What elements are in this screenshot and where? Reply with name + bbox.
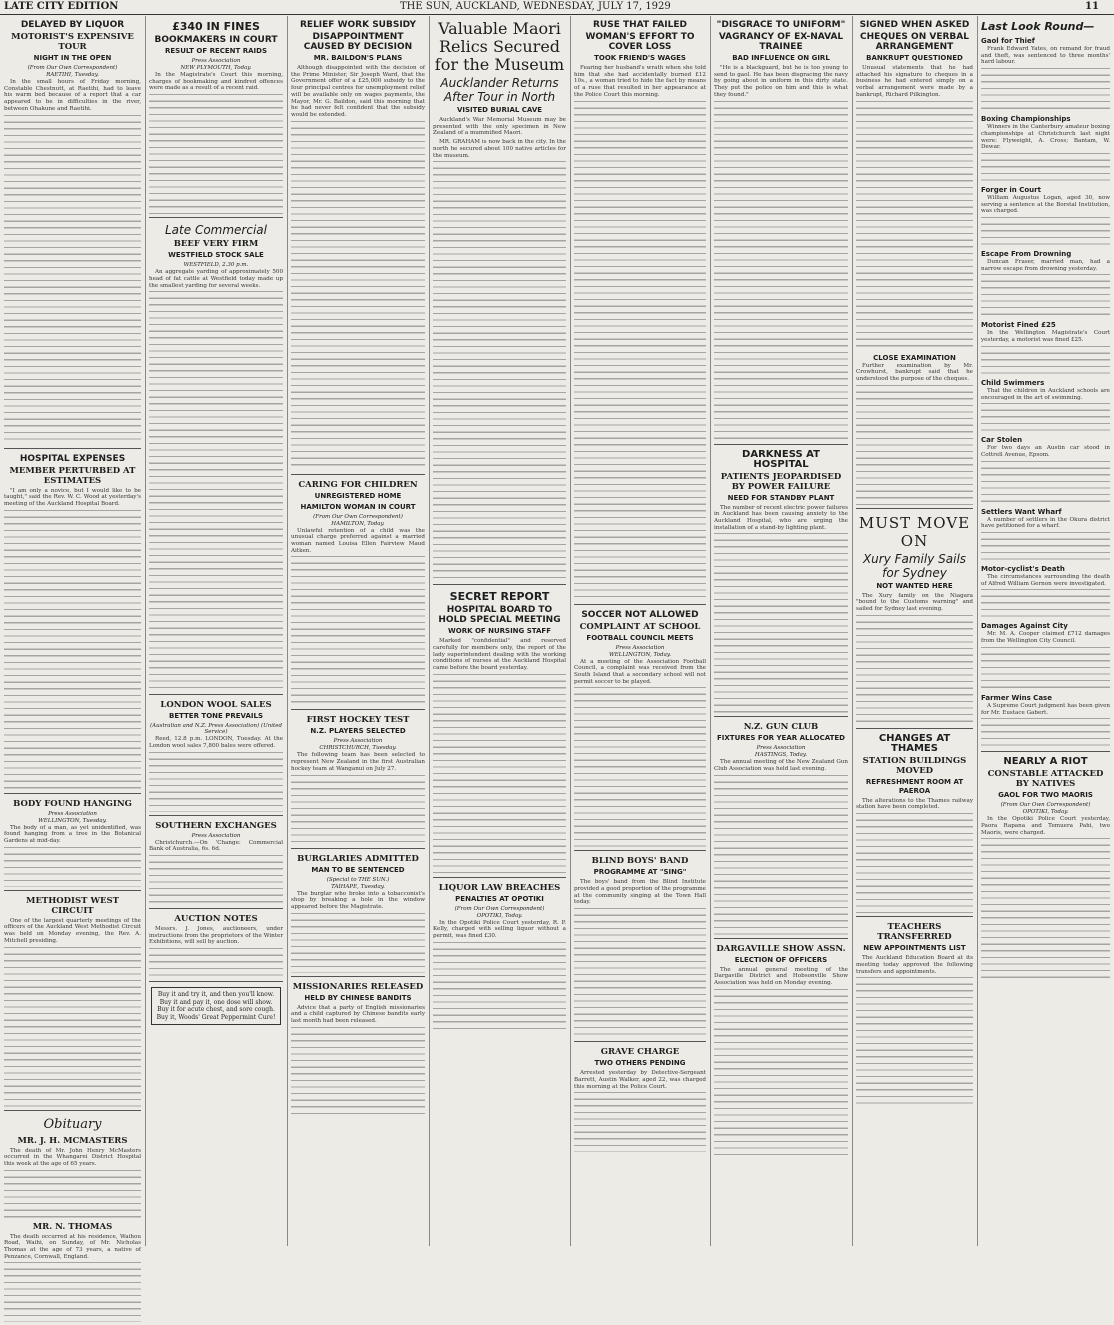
deck: BAD INFLUENCE ON GIRL (732, 54, 830, 62)
article-wool-sales (149, 700, 283, 815)
subheadline: FIXTURES FOR YEAR ALLOCATED (717, 734, 845, 743)
article-text (856, 385, 973, 505)
article-text (4, 1262, 141, 1322)
column-5 (574, 18, 706, 1248)
brief-heading: Child Swimmers (981, 378, 1045, 387)
article-fines (149, 20, 283, 218)
article-methodist (4, 896, 141, 1111)
article-maori-relics (433, 20, 566, 585)
article-dargaville (714, 944, 848, 1162)
brief-heading: Motorist Fined £25 (981, 321, 1056, 330)
dateline: OPOTIKI, Today. (1022, 809, 1069, 816)
paragraph: The death occurred at his residence, Waihou Road, Waihi, on Sunday, of Mr. Nicholas Thomas at the age of 73 years, a native of Penzance, Cornwall, England. (4, 1233, 141, 1260)
brief-text: That the children in Auckland schools are encouraged in the art of swimming. (981, 387, 1110, 401)
brief-text: Duncan Fraser, married man, had a narrow escape from drowning yesterday. (981, 259, 1110, 272)
brief-more-text (981, 68, 1110, 112)
deck: NIGHT IN THE OPEN (33, 54, 112, 62)
masthead (0, 0, 1114, 15)
brief-text: Winners in the Canterbury amateur boxing championships at Christchurch last night were: Flyweight, A. Cross; Bantam, W. Dewar. (981, 124, 1110, 151)
headline: FIRST HOCKEY TEST (306, 715, 410, 726)
article-hospital-expenses (4, 454, 141, 794)
paragraph: "He is a blackguard, but he is too young to send to gaol. He has been disgracing the navy by going about in uniform in this dirty state. They put the police on him and this is what they found." (714, 65, 848, 98)
headline: BODY FOUND HANGING (13, 798, 132, 809)
paragraph: In the Opotiki Police Court yesterday, Paora Rapana and Temuera Pahi, two Maoris, were charged. (981, 816, 1110, 836)
brief-more-text (981, 274, 1110, 318)
article-liquor-law (433, 883, 566, 1035)
brief-more-text (981, 589, 1110, 619)
headline: RUSE THAT FAILED (593, 20, 687, 30)
headline: BLIND BOYS' BAND (591, 856, 689, 867)
article-text (149, 291, 283, 691)
headline: AUCTION NOTES (174, 914, 258, 925)
dateline: OPOTIKI, Today. (476, 912, 523, 919)
deck: NEED FOR STANDBY PLANT (727, 493, 835, 502)
dateline: WELLINGTON, Today. (609, 651, 671, 658)
brief-more-text (981, 718, 1110, 748)
subheadline: PENALTIES AT OPOTIKI (455, 894, 544, 903)
column-rule (710, 16, 711, 1246)
headline: "DISGRACE TO UNIFORM" (716, 20, 846, 30)
dateline: CHRISTCHURCH, Tuesday. (319, 745, 397, 752)
headline: DARKNESS AT HOSPITAL (742, 448, 820, 470)
headline: BEEF VERY FIRM (173, 239, 259, 250)
subheadline: NEW APPOINTMENTS LIST (863, 944, 966, 953)
edition-label: LATE CITY EDITION (4, 1, 119, 12)
deck: BANKRUPT QUESTIONED (866, 54, 963, 62)
subheadline: PATIENTS JEOPARDISED BY POWER FAILURE (720, 471, 842, 492)
paragraph: The boys' band from the Blind Institute provided a good proportion of the programme at the community singing at the Town Hall today. (574, 879, 706, 906)
byline: (From Our Own Correspondent) (27, 65, 118, 71)
article-text (714, 101, 848, 441)
brief-more-text (981, 403, 1110, 433)
article-text (981, 838, 1110, 978)
paragraph: One of the largest quarterly meetings of the officers of the Auckland West Methodist Circuit was held on Monday evening, the Rev. A. Mitchell presiding. (4, 917, 141, 944)
column-rule (429, 16, 430, 1246)
headline: SIGNED WHEN ASKED (859, 20, 970, 30)
headline: LONDON WOOL SALES (160, 700, 272, 711)
deck: TOOK FRIEND'S WAGES (594, 54, 686, 62)
subheadline: ELECTION OF OFFICERS (734, 955, 828, 964)
paragraph: The Auckland Education Board at its meeting today approved the following transfers and appointments. (856, 955, 973, 975)
article-disgrace-uniform (714, 20, 848, 445)
paragraph: The number of recent electric power failures in Auckland has been causing anxiety to the Auckland Hospital, who are urging the installation of a stand-by lighting plant. (714, 504, 848, 531)
headline: SOUTHERN EXCHANGES (155, 820, 277, 831)
article-body-found (4, 799, 141, 891)
section-title: Obituary (43, 1116, 102, 1132)
paragraph: Christchurch.—On 'Change: Commercial Bank of Australia, 6s. 6d. (149, 839, 283, 853)
paragraph: The following team has been selected to represent New Zealand in the first Australian hockey team at Wanganui on July 27. (291, 752, 425, 772)
brief-more-text (981, 461, 1110, 505)
paragraph: Fearing her husband's wrath when she told him that she had accidentally burned £12 10s., a woman tried to hide the fact by means of a ruse that resulted in her appearance at the Police Court this morning. (574, 65, 706, 98)
subheadline: COMPLAINT AT SCHOOL (579, 621, 701, 632)
article-blind-boys (574, 856, 706, 1042)
deck: RESULT OF RECENT RAIDS (164, 47, 267, 55)
brief-heading: Damages Against City (981, 622, 1068, 631)
headline: DARGAVILLE SHOW ASSN. (716, 943, 846, 954)
dateline: WELLINGTON, Tuesday. (38, 817, 107, 824)
brief-text: The circumstances surrounding the death of Alfred William Gernon were investigated. (981, 574, 1110, 587)
brief-more-text (981, 647, 1110, 691)
byline: Press Association (48, 810, 97, 817)
headline: RELIEF WORK SUBSIDY (299, 20, 417, 30)
column-4 (433, 18, 566, 1248)
dateline: TAIHAPE, Tuesday. (331, 883, 385, 890)
deck: VISITED BURIAL CAVE (456, 106, 543, 114)
paragraph: Marked "confidential" and reserved carefully for members only, the report of the lady superintendent dealing with the working conditions of nurses at the Auckland Hospital came before the board yesterday. (433, 638, 566, 672)
paragraph: The Xury family on the Niagara "bound to the Customs warning" and sailed for Sydney last evening. (856, 592, 973, 613)
article-text (856, 813, 973, 913)
column-rule (977, 16, 978, 1246)
subheadline: CHEQUES ON VERBAL ARRANGEMENT (860, 32, 969, 52)
article-text (4, 510, 141, 790)
brief-more-text (981, 346, 1110, 376)
article-burglaries (291, 854, 425, 977)
paragraph: In the Opotiki Police Court yesterday, R. P. Kelly, charged with selling liquor without a permit, was fined £30. (433, 919, 566, 940)
headline: BURGLARIES ADMITTED (297, 853, 419, 864)
brief-text: A Supreme Court judgment has been given for Mr. Eustace Gabert. (981, 702, 1110, 716)
subheadline: HOSPITAL BOARD TO HOLD SPECIAL MEETING (438, 605, 561, 626)
brief-heading: Gaol for Thief (981, 37, 1035, 45)
article-text (291, 775, 425, 845)
headline: TEACHERS TRANSFERRED (877, 922, 952, 943)
article-text (291, 1027, 425, 1117)
headline: DELAYED BY LIQUOR (20, 20, 125, 30)
paragraph: Unlawful retention of a child was the unusual charge preferred against a married woman named Louisa Ellen Fairview Maud Aitken. (291, 527, 425, 554)
headline: HOSPITAL EXPENSES (19, 453, 126, 464)
byline: Press Association (615, 644, 665, 651)
article-text (433, 942, 566, 1032)
obituary (4, 1116, 141, 1325)
headline: MISSIONARIES RELEASED (292, 981, 424, 992)
headline: MR. J. H. MCMASTERS (17, 1135, 128, 1146)
subheadline: MOTORIST'S EXPENSIVE TOUR (11, 32, 134, 52)
byline: Press Association (191, 832, 241, 839)
paragraph: In the Magistrate's Court this morning, charges of bookmaking and kindred offences were made as a result of a recent raid. (149, 72, 283, 92)
last-look-round (981, 20, 1110, 752)
article-thames (856, 734, 973, 917)
byline: Press Association (756, 745, 806, 752)
brief-heading: Forger in Court (981, 185, 1041, 194)
article-signed (856, 20, 973, 509)
brief-heading: Car Stolen (981, 436, 1023, 445)
article-missionaries (291, 982, 425, 1120)
column-rule (852, 16, 853, 1246)
subheadline: Xury Family Sails for Sydney (862, 551, 967, 580)
subheadline: UNREGISTERED HOME (314, 491, 402, 500)
brief-heading: Escape From Drowning (981, 250, 1072, 259)
brief-text: William Augustus Logan, aged 30, now serving a sentence at the Borstal Institution, was charged. (981, 194, 1110, 215)
deck: MR. BAILDON'S PLANS (313, 54, 403, 62)
article-text (4, 947, 141, 1107)
article-soccer (574, 610, 706, 852)
article-relief-work (291, 20, 425, 475)
dateline: NEW PLYMOUTH, Today. (180, 65, 252, 71)
headline: MUST MOVE ON (858, 513, 971, 550)
column-3 (291, 18, 425, 1248)
article-text (433, 674, 566, 874)
article-text (714, 775, 848, 935)
article-text (433, 161, 566, 581)
paragraph: The alterations to the Thames railway station have been completed. (856, 797, 973, 811)
article-text (4, 847, 141, 887)
column-1 (4, 18, 141, 1260)
article-text (856, 977, 973, 1107)
brief-text: For two days an Austin car stood in Cottrell Avenue, Epsom. (981, 445, 1110, 458)
column-rule (287, 16, 288, 1246)
dateline: RAETIHI, Tuesday. (46, 72, 99, 78)
headline: N.Z. GUN CLUB (743, 722, 819, 733)
subheadline: BETTER TONE PREVAILS (168, 712, 263, 721)
paragraph: Although disappointed with the decision of the Prime Minister, Sir Joseph Ward, that the Government offer of a £25,000 subsidy to the four principal centres for unemployment relief will be available only on wages payments, the Mayor, Mr. G. Baildon, said this morning that he had never felt confident that the subsidy would be extended. (291, 65, 425, 118)
headline: NEARLY A RIOT (1003, 756, 1088, 768)
article-auction (149, 914, 283, 982)
headline: SECRET REPORT (449, 590, 550, 604)
article-text (149, 94, 283, 214)
advertisement: Buy it and try it, and then you'll know. Buy it and pay it, one dose will show. Buy it for acute chest, and sore cough. Buy it, Woods' Great Peppermint Cure! (151, 987, 281, 1025)
subheadline: WESTFIELD STOCK SALE (168, 251, 264, 260)
dateline: HASTINGS, Today. (754, 752, 808, 759)
column-2 (149, 18, 283, 1248)
page-number: 11 (1085, 1, 1099, 12)
column-rule (145, 16, 146, 1246)
subheadline: N.Z. PLAYERS SELECTED (310, 727, 406, 736)
article-text (574, 687, 706, 847)
article-delayed-by-liquor (4, 20, 141, 449)
article-text (4, 115, 141, 445)
byline: (From Our Own Correspondent) (1000, 802, 1091, 809)
byline: (From Our Own Correspondent) (313, 513, 403, 520)
brief-more-text (981, 153, 1110, 183)
article-text (714, 533, 848, 713)
brief-text: Frank Edward Yates, on remand for fraud and theft, was sentenced to three months' hard labour. (981, 46, 1110, 66)
article-must-move (856, 514, 973, 729)
section-title: Late Commercial (165, 223, 267, 238)
article-text (291, 913, 425, 973)
headline: SOCCER NOT ALLOWED (581, 609, 699, 620)
paragraph: Messrs. J. Jones, auctioneers, under instructions from the proprietors of the Winter Exhibitions, will sell by auction. (149, 926, 283, 946)
subheadline: Aucklander Returns After Tour in North (440, 76, 559, 104)
news-briefs (981, 37, 1110, 748)
subheadline: TWO OTHERS PENDING (594, 1059, 686, 1068)
headline: GRAVE CHARGE (600, 1047, 680, 1058)
byline: Press Association (333, 738, 383, 745)
paragraph: In the small hours of Friday morning, Constable Chestnutt, at Raetihi, had to leave his warm bed because of a report that a car appeared to be in difficulties in the river, between Ohakune and Raetihi. (4, 79, 141, 112)
byline: (From Our Own Correspondent) (454, 905, 545, 912)
dateline: HAMILTON, Today. (331, 520, 385, 527)
deck: GAOL FOR TWO MAORIS (998, 791, 1093, 800)
paragraph: MR. GRAHAM is now back in the city. In the north he secured about 100 native articles for the museum. (433, 139, 566, 159)
subheadline: BOOKMAKERS IN COURT (154, 35, 278, 45)
article-ruse (574, 20, 706, 605)
paragraph: "I am only a novice, but I would like to be taught," said the Rev. W. C. Wood at yesterday's meeting of the Auckland Hospital Board. (4, 487, 141, 507)
brief-heading: Boxing Championships (981, 115, 1071, 124)
brief-heading: Farmer Wins Case (981, 693, 1052, 702)
article-nearly-riot (981, 757, 1110, 981)
article-text (856, 615, 973, 725)
brief-heading: Motor-cyclist's Death (981, 565, 1065, 574)
column-8 (981, 18, 1110, 1248)
article-teachers (856, 922, 973, 1110)
brief-text: A number of settlers in the Okura district have petitioned for a wharf. (981, 516, 1110, 530)
article-text (574, 1092, 706, 1152)
headline: CARING FOR CHILDREN (298, 479, 418, 490)
article-text (574, 101, 706, 601)
headline: £340 IN FINES (172, 20, 260, 33)
deck: HAMILTON WOMAN IN COURT (300, 502, 416, 511)
headline: MR. N. THOMAS (32, 1221, 113, 1232)
article-secret-report (433, 590, 566, 878)
article-text (714, 989, 848, 1159)
subheadline: CONSTABLE ATTACKED BY NATIVES (987, 769, 1104, 790)
headline: LIQUOR LAW BREACHES (438, 882, 561, 893)
paragraph: Unusual statements that he had attached his signature to cheques in a business he had entered simply on a verbal arrangement were made by a bankrupt, Richard Pilkington. (856, 65, 973, 98)
brief-heading: Settlers Want Wharf (981, 507, 1062, 516)
article-gun-club (714, 722, 848, 938)
section-head: CLOSE EXAMINATION (873, 353, 956, 362)
deck: WORK OF NURSING STAFF (448, 627, 551, 636)
article-hockey (291, 715, 425, 848)
article-text (149, 752, 283, 812)
paragraph: At a meeting of the Association Football Council, a complaint was received from the South Island that a secondary school will not permit soccer to be played. (574, 658, 706, 685)
brief-more-text (981, 532, 1110, 562)
paragraph: Reed, 12.8 p.m. LONDON, Tuesday. At the London wool sales 7,800 bales were offered. (149, 736, 283, 749)
byline: Press Association (191, 58, 241, 64)
article-darkness-hospital (714, 450, 848, 718)
column-6 (714, 18, 848, 1248)
headline: CHANGES AT THAMES (878, 732, 951, 754)
subheadline: STATION BUILDINGS MOVED (862, 755, 967, 776)
subheadline: HELD BY CHINESE BANDITS (304, 993, 412, 1002)
paragraph: Further examination by Mr. Crowhurst, bankrupt said that he understood the purpose of the cheques. (856, 362, 973, 382)
paragraph: The death of Mr. John Henry McMasters occurred in the Whangarei District Hospital this week at the age of 65 years. (4, 1147, 141, 1167)
article-text (856, 101, 973, 351)
subheadline: VAGRANCY OF EX-NAVAL TRAINEE (718, 32, 844, 52)
deck: FOOTBALL COUNCIL MEETS (586, 633, 694, 642)
late-commercial (149, 223, 283, 695)
subheadline: MAN TO BE SENTENCED (311, 865, 405, 874)
paragraph: The burglar who broke into a tobacconist's shop by breaking a hole in the window appeared before the Magistrate. (291, 890, 425, 910)
paragraph: An aggregate yarding of approximately 500 head of fat cattle at Westfield today made up the smallest yarding for several weeks. (149, 269, 283, 289)
brief-text: Mr. M. A. Cooper claimed £712 damages from the Wellington City Council. (981, 631, 1110, 645)
column-7 (856, 18, 973, 1248)
article-exchanges (149, 821, 283, 909)
column-rule (570, 16, 571, 1246)
section-title: Last Look Round— (981, 20, 1095, 33)
headline: METHODIST WEST CIRCUIT (26, 895, 119, 916)
deck: REFRESHMENT ROOM AT PAEROA (865, 777, 964, 795)
paragraph: The annual meeting of the New Zealand Gun Club Association was held last evening. (714, 759, 848, 773)
article-text (149, 855, 283, 905)
paragraph: Arrested yesterday by Detective-Sergeant Barrett, Austin Walker, aged 22, was charged this morning at the Police Court. (574, 1070, 706, 1090)
newspaper-title: THE SUN, AUCKLAND, WEDNESDAY, JULY 17, 1929 (400, 1, 671, 12)
byline: (Australian and N.Z. Press Association) (United Service) (149, 723, 283, 736)
article-text (149, 948, 283, 978)
byline: (Special to THE SUN.) (326, 876, 390, 883)
paragraph: The annual general meeting of the Dargaville District and Hobsonville Show Association was held on Monday evening. (714, 966, 848, 987)
paragraph: Advice that a party of English missionaries and a child captured by Chinese bandits early last month had been released. (291, 1004, 425, 1025)
brief-more-text (981, 217, 1110, 247)
deck: NOT WANTED HERE (876, 581, 953, 590)
brief-text: In the Wellington Magistrate's Court yesterday, a motorist was fined £25. (981, 330, 1110, 344)
article-text (291, 556, 425, 706)
subheadline: WOMAN'S EFFORT TO COVER LOSS (585, 32, 695, 52)
paragraph: The body of a man, as yet unidentified, was found hanging from a tree in the Botanical Gardens at mid-day. (4, 824, 141, 845)
subheadline: MEMBER PERTURBED AT ESTIMATES (9, 465, 136, 486)
subheadline: DISAPPOINTMENT CAUSED BY DECISION (303, 32, 413, 52)
paragraph: Auckland's War Memorial Museum may be presented with the only specimen in New Zealand of a mummified Maori. (433, 117, 566, 137)
article-text (574, 908, 706, 1038)
article-text (291, 121, 425, 471)
headline: Valuable Maori Relics Secured for the Museum (434, 19, 565, 74)
article-caring-children (291, 480, 425, 711)
subheadline: PROGRAMME AT "SING" (593, 868, 687, 877)
article-grave-charge (574, 1047, 706, 1155)
article-text (4, 1170, 141, 1220)
dateline: WESTFIELD, 2.30 p.m. (183, 262, 249, 269)
